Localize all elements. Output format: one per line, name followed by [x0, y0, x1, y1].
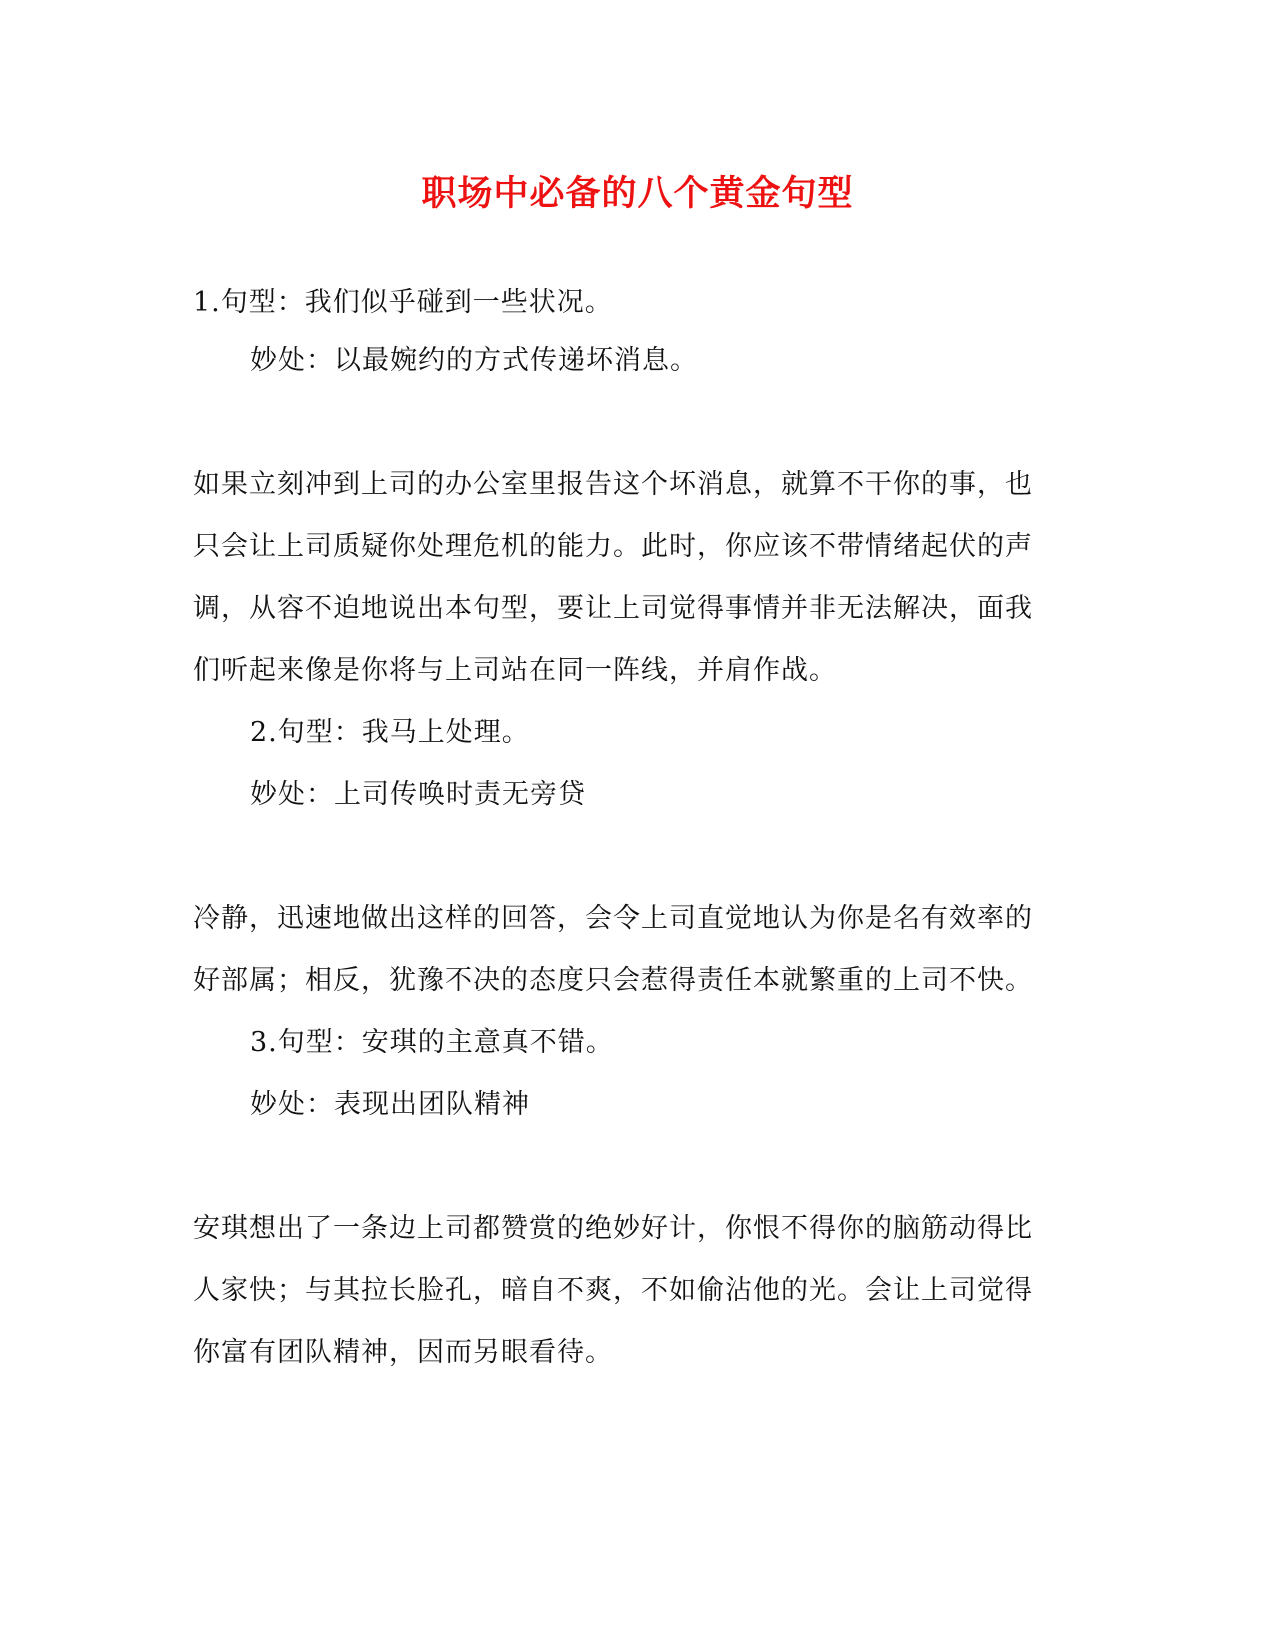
explanation-3-line-3: 你富有团队精神，因而另眼看待。: [193, 1337, 613, 1368]
benefit-3: 妙处：表现出团队精神: [250, 1089, 530, 1120]
explanation-1-line-2: 只会让上司质疑你处理危机的能力。此时，你应该不带情绪起伏的声: [193, 531, 1033, 562]
sentence-pattern-1: 1.句型：我们似乎碰到一些状况。: [193, 287, 613, 318]
explanation-1-line-1: 如果立刻冲到上司的办公室里报告这个坏消息，就算不干你的事，也: [193, 469, 1033, 500]
explanation-1-line-4: 们听起来像是你将与上司站在同一阵线，并肩作战。: [193, 655, 837, 686]
explanation-2-line-1: 冷静，迅速地做出这样的回答，会令上司直觉地认为你是名有效率的: [193, 903, 1033, 934]
sentence-pattern-3: 3.句型：安琪的主意真不错。: [250, 1027, 614, 1058]
benefit-1: 妙处：以最婉约的方式传递坏消息。: [250, 345, 698, 376]
sentence-pattern-2: 2.句型：我马上处理。: [250, 717, 530, 748]
explanation-1-line-3: 调，从容不迫地说出本句型，要让上司觉得事情并非无法解决，面我: [193, 593, 1033, 624]
benefit-2: 妙处：上司传唤时责无旁贷: [250, 779, 586, 810]
document-title: 职场中必备的八个黄金句型: [421, 173, 854, 214]
explanation-3-line-1: 安琪想出了一条边上司都赞赏的绝妙好计，你恨不得你的脑筋动得比: [193, 1213, 1033, 1244]
explanation-2-line-2: 好部属；相反，犹豫不决的态度只会惹得责任本就繁重的上司不快。: [193, 965, 1033, 996]
explanation-3-line-2: 人家快；与其拉长脸孔，暗自不爽，不如偷沾他的光。会让上司觉得: [193, 1275, 1033, 1306]
